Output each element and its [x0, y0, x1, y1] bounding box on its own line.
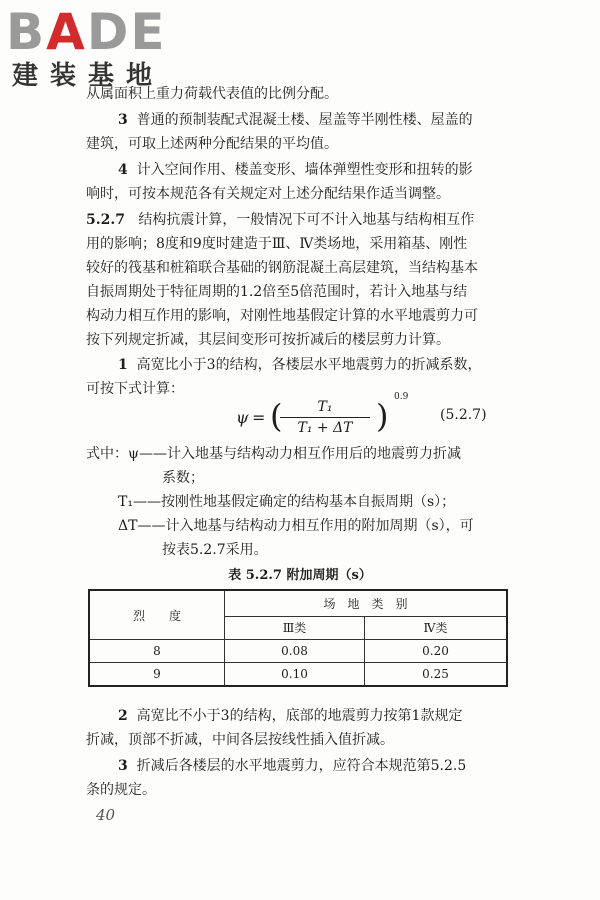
formula-numerator: T₁: [317, 399, 333, 415]
formula-equals: =: [252, 408, 266, 427]
text-line: 用的影响；8度和9度时建造于Ⅲ、Ⅳ类场地，采用箱基、刚性: [86, 236, 468, 252]
clause-heading: 5.2.7 结构抗震计算，一般情况下可不计入地基与结构相互作: [86, 212, 475, 228]
paragraph-item-4: 4 计入空间作用、楼盖变形、墙体弹塑性变形和扭转的影: [118, 162, 473, 178]
paragraph-item-3b: 3 折减后各楼层的水平地震剪力，应符合本规范第5.2.5: [118, 758, 467, 774]
table-row: [89, 663, 507, 687]
formula-exponent: 0.9: [394, 392, 409, 402]
text-line: 自振周期处于特征周期的1.2倍至5倍范围时，若计入地基与结: [86, 284, 468, 300]
table-title: 表 5.2.7 附加周期（s）: [228, 568, 372, 583]
header-intensity: 烈 度: [89, 590, 225, 640]
text-line: 折减，顶部不折减，中间各层按线性插入值折减。: [86, 732, 394, 748]
header-class-3: Ⅲ类: [225, 616, 365, 639]
cell-intensity: 9: [89, 663, 225, 687]
cell-class-4: 0.25: [364, 663, 507, 687]
cell-intensity: 8: [89, 640, 225, 663]
text-line: 可按下式计算：: [86, 381, 184, 397]
logo-subtitle: 建装基地: [12, 61, 165, 91]
definition-psi: 式中：ψ——计入地基与结构动力相互作用后的地震剪力折减: [86, 446, 461, 462]
formula-psi: ψ: [236, 408, 249, 427]
text-line: 构动力相互作用的影响，对刚性地基假定计算的水平地震剪力可: [86, 308, 478, 324]
cell-class-4: 0.20: [364, 640, 507, 663]
definition-t1: T₁——按刚性地基假定确定的结构基本自振周期（s）；: [118, 494, 456, 510]
header-site-category: 场 地 类 别: [225, 590, 508, 616]
paragraph-item-3: 3 普通的预制装配式混凝土楼、屋盖等半刚性楼、屋盖的: [118, 112, 473, 128]
definition-psi-cont: 系数；: [162, 470, 204, 486]
definition-delta-t-cont: 按表5.2.7采用。: [162, 542, 268, 558]
text-line: 按下列规定折减，其层间变形可按折减后的楼层剪力计算。: [86, 332, 450, 348]
logo-brand: BADE: [6, 3, 167, 61]
text-line: 从属面积上重力荷载代表值的比例分配。: [86, 86, 338, 102]
paragraph-item-2: 2 高宽比不小于3的结构，底部的地震剪力按第1款规定: [118, 708, 463, 724]
text-line: 响时，可按本规范各有关规定对上述分配结果作适当调整。: [86, 186, 450, 202]
definition-delta-t: ΔT——计入地基与结构动力相互作用的附加周期（s），可: [118, 518, 474, 534]
bade-logo: [6, 4, 176, 96]
page-number: 40: [96, 806, 116, 824]
cell-class-3: 0.10: [225, 663, 365, 687]
formula-denominator: T₁ + ΔT: [297, 420, 353, 436]
formula-right-paren: ): [376, 397, 389, 435]
equation-number: (5.2.7): [440, 407, 487, 423]
table-header-row: [89, 590, 507, 616]
formula-fraction: [280, 398, 370, 437]
cell-class-3: 0.08: [225, 640, 365, 663]
text-line: 建筑，可取上述两种分配结果的平均值。: [86, 136, 338, 152]
text-line: 条的规定。: [86, 782, 156, 798]
formula-left-paren: (: [270, 397, 283, 435]
formula-fraction-bar: [280, 417, 370, 418]
table-row: [89, 640, 507, 663]
paragraph-item-1: 1 高宽比小于3的结构，各楼层水平地震剪力的折减系数，: [118, 357, 482, 373]
header-class-4: Ⅳ类: [364, 616, 507, 639]
text-line: 较好的筏基和桩箱联合基础的钢筋混凝土高层建筑，当结构基本: [86, 260, 478, 276]
additional-period-table: [88, 589, 508, 687]
